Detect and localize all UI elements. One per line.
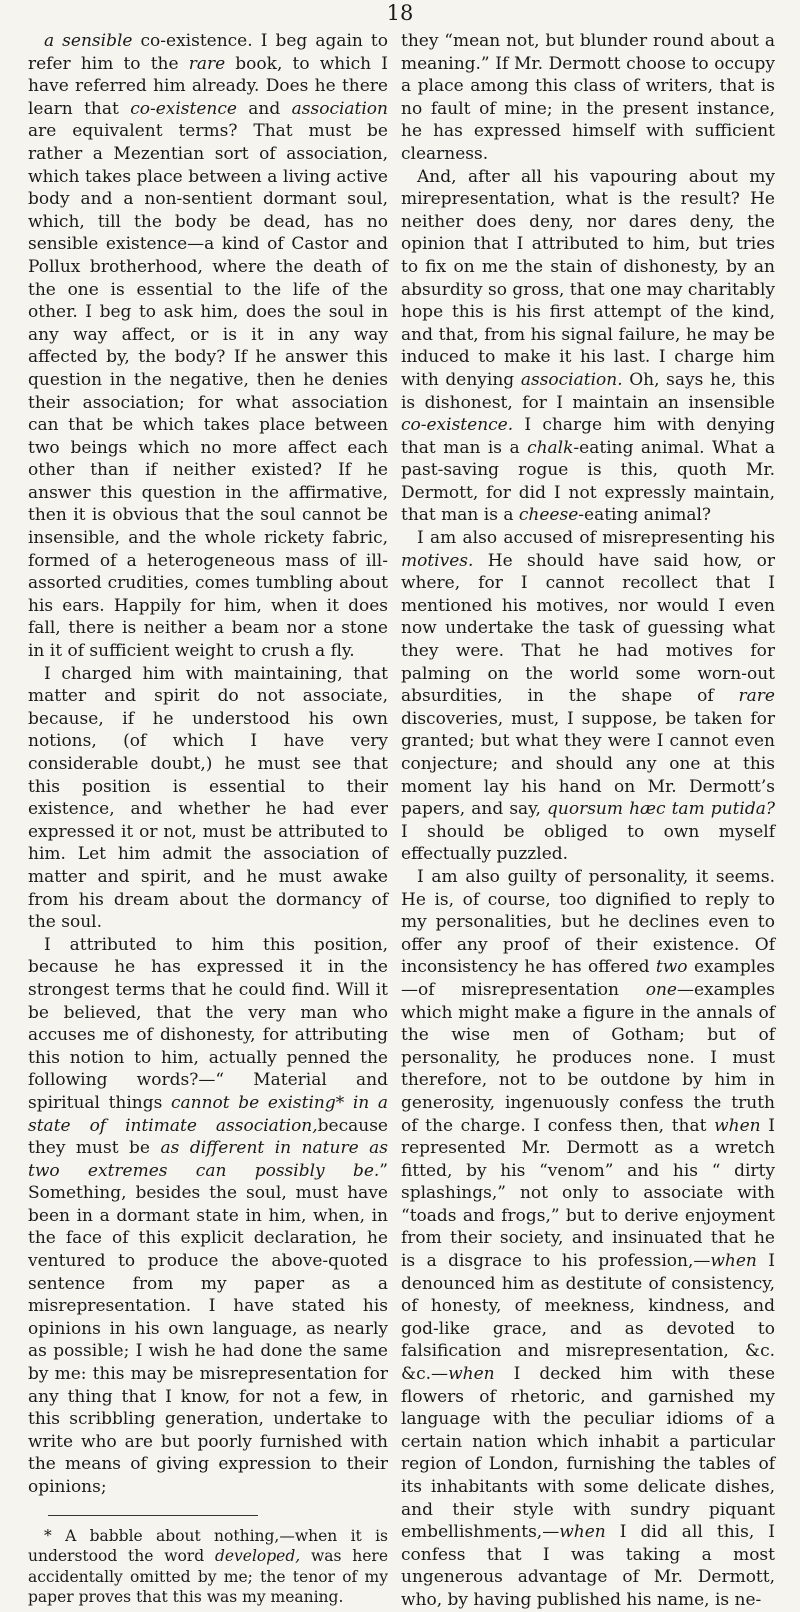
text-run: -eating animal? [578,505,712,526]
italic-text: rare [188,53,226,74]
italic-text: co-existence [130,98,237,119]
text-run: I denounced him as destitute of consistency, of honesty, of meekness, kindness, and god-like grace, and as devoted to falsification and misrepresentation, &c. &c.— [401,1251,775,1385]
page-number: 18 [386,1,414,25]
text-run: I decked him with these flowers of rhetoric, and garnished my language with the peculiar idioms of a certain nation which inhabit a particular region of London, furnishing the tables of its inhabitants with some delicate dishes, and their style with sundry piquant embellishments,— [401,1364,775,1543]
text-run: and [236,98,292,119]
italic-text: when [559,1522,606,1543]
left-paragraph [28,30,388,663]
italic-text: when [710,1251,757,1272]
text-run: I represented Mr. Dermott as a wretch fitted, by his “venom” and his “ dirty splashings,” not only to associate with “toads and frogs,” but to derive enjoyment from their society, and insinuated that he is a disgrace to his profession,— [401,1115,775,1272]
text-run: because they must be [28,1115,388,1159]
text-run: book, to which I have referred him already. Does he there learn that [28,53,388,119]
footnote-rule [48,1515,258,1516]
text-run: ” Something, besides the soul, must have been in a dormant state in him, when, in the face of this explicit declaration, he ventured to produce the above-quoted sentence from my paper as a misrepresentation. I have stated his opinions in his own language, as nearly as possible; I wish he had done the same by me: this may be misrepresentation for any thing that I know, for not a few, in this scribbling generation, undertake to write who are but poorly furnished with the means of giving expression to their opinions; [28,1160,388,1497]
text-run: examples—of misrepresentation [401,957,775,1000]
italic-text: two [655,957,688,978]
italic-text: when [714,1115,761,1136]
text-run: I am also guilty of personality, it seems. He is, of course, too dignified to reply to my personalities, but he declines even to offer any proof of their existence. Of inconsistency he has offered [401,866,775,978]
text-run: He should have said how, or where, for I cannot recollect that I mentioned his motives, nor would I even now undertake the task of guessing what they were. That he had motives for palming on the world some worn-out absurdities, in the shape of [401,550,775,707]
left-column-text [28,30,388,1499]
text-run: I attributed to him this position, because he has expressed it in the strongest terms that he could find. Will it be believed, that the very man who accuses me of dishonesty, for attributing this notion to him, actually penned the following words?—“ Material and spiritual things [28,934,388,1113]
text-run: they “mean not, but blunder round about a meaning.” If Mr. Dermott choose to occupy a place among this class of writers, that is no fault of mine; in the present instance, he has expressed himself with sufficient clearness. [401,31,775,164]
footnote-text [28,1526,388,1608]
left-column [28,30,388,1608]
italic-text: motives. [401,550,474,571]
italic-text: association [291,98,388,119]
text-run: * A babble about nothing,—when it is understood the word [28,1526,388,1566]
text-run: I should be obliged to own myself effectually puzzled. [401,821,775,865]
text-run: -eating animal. What a past-saving rogue is this, quoth Mr. Dermott, for did I not expressly maintain, that man is a [401,437,775,526]
italic-text: cannot be existing* in a state of intimate association, [28,1092,389,1136]
text-run: I charge him with denying that man is a [401,415,775,458]
text-run: —examples which might make a figure in the annals of the wise men of Gotham; but of personality, he produces none. I must therefore, not to be outdone by him in generosity, ingenuously confess the truth of the charge. I confess then, that [401,979,775,1136]
footnote [28,1526,388,1608]
text-run: are equivalent terms? That must be rather a Mezentian sort of association, which takes place between a living active body and a non-sentient dormant soul, which, till the body be dead, has no sensible existence—a kind of Castor and Pollux brotherhood, where the death of the one is essential to the life of the other. I beg to ask him, does the soul in any way affect, or is it in any way affected by, the body? If he answer this question in the negative, then he denies their association; for what association can that be which takes place between two beings which no more affect each other than if neither existed? If he answer this question in the affirmative, then it is obvious that the soul cannot be insensible, and the whole rickety fabric, formed of a heterogeneous mass of ill-assorted crudities, comes tumbling about his ears. Happily for him, when it does fall, there is neither a beam nor a stone in it of sufficient weight to crush a fly. [28,121,388,662]
left-paragraph [28,663,388,934]
text-run: discoveries, must, I suppose, be taken for granted; but what they were I cannot even conjecture; and should any one at this moment lay his hand on Mr. Dermott’s papers, and say, [401,708,775,820]
italic-text: co-existence. [401,415,514,436]
right-paragraph [401,527,775,866]
italic-text: rare [738,686,775,707]
italic-text: quorsum hæc tam putida? [547,799,775,820]
text-run: co-existence. I beg again to refer him to the [28,31,388,74]
text-run: Oh, says he, this is dishonest, for I maintain an insensible [401,369,776,413]
right-paragraph [401,30,775,166]
italic-text: developed, [214,1547,301,1566]
italic-text: cheese [518,505,579,526]
text-run: And, after all his vapouring about my mirepresentation, what is the result? He neither does deny, nor dares deny, the opinion that I attributed to him, but tries to fix on me the stain of dishonesty, by an absurdity so gross, that one may charitably hope this is his first attempt of the kind, and that, from his signal failure, he may be induced to make it his last. I charge him with denying [401,166,775,390]
text-run: was here accidentally omitted by me; the tenor of my paper proves that this was my meaning. [28,1547,388,1607]
left-paragraph [28,934,388,1499]
text-run: I charged him with maintaining, that matter and spirit do not associate, because, if he understood his own notions, (of which I have very considerable doubt,) he must see that this position is essential to their existence, and whether he had ever expressed it or not, must be attributed to him. Let him admit the association of matter and spirit, and he must awake from his dream about the dormancy of the soul. [28,663,388,933]
italic-text: as different in nature as two extremes can possibly be. [28,1138,388,1181]
italic-text: a sensible [44,31,133,51]
right-paragraph [401,866,775,1612]
italic-text: association. [520,369,623,390]
text-run: I am also accused of misrepresenting his [417,528,775,549]
text-run: I did all this, I confess that I was taking a most ungenerous advantage of Mr. Dermott, who, by having published his name, is ne- [401,1522,775,1610]
right-paragraph [401,166,775,528]
italic-text: when [448,1364,495,1385]
right-column [401,30,775,1612]
right-column-text [401,30,775,1612]
italic-text: one [645,979,677,1000]
italic-text: chalk [527,437,574,458]
